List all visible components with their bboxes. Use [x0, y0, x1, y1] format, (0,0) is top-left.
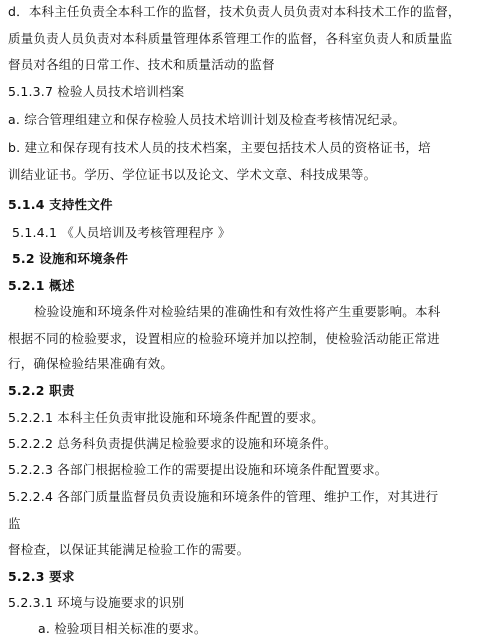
duty-5-2-2-2: 5.2.2.2 总务科负责提供满足检验要求的设施和环境条件。 [8, 436, 337, 451]
item-b-line-2: 训结业证书。学历、学位证书以及论文、学术文章、科技成果等。 [8, 167, 377, 182]
section-5-2-3-1-heading: 5.2.3.1 环境与设施要求的识别 [8, 595, 185, 610]
paragraph-d-line-1: d．本科主任负责全本科工作的监督，技术负责人员负责对本科技术工作的监督， [8, 4, 461, 19]
section-5-2-1-heading: 5.2.1 概述 [8, 278, 75, 293]
overview-line-2: 根据不同的检验要求，设置相应的检验环境并加以控制，使检验活动能正常进 [8, 331, 440, 346]
section-5-1-3-7-heading: 5.1.3.7 检验人员技术培训档案 [8, 84, 185, 99]
item-b-line-1: b. 建立和保存现有技术人员的技术档案，主要包括技术人员的资格证书，培 [8, 140, 431, 155]
section-5-2-3-heading: 5.2.3 要求 [8, 569, 75, 584]
duty-5-2-2-3: 5.2.2.3 各部门根据检验工作的需要提出设施和环境条件配置要求。 [8, 462, 388, 477]
item-a-text: a. 综合管理组建立和保存检验人员技术培训计划及检查考核情况纪录。 [8, 112, 406, 127]
paragraph-d-line-2: 质量负责人员负责对本科质量管理体系管理工作的监督，各科室负责人和质量监 [8, 31, 453, 46]
requirement-a-text: a. 检验项目相关标准的要求。 [38, 621, 207, 636]
section-5-1-4-1-text: 5.1.4.1 《人员培训及考核管理程序 》 [12, 225, 231, 240]
overview-line-3: 行，确保检验结果准确有效。 [8, 356, 174, 371]
section-5-1-4-heading: 5.1.4 支持性文件 [8, 197, 113, 212]
section-5-2-heading: 5.2 设施和环境条件 [12, 251, 129, 266]
duty-5-2-2-4-line-2: 监 [8, 516, 21, 531]
paragraph-d-line-3: 督员对各组的日常工作、技术和质量活动的监督 [8, 57, 275, 72]
duty-5-2-2-1: 5.2.2.1 本科主任负责审批设施和环境条件配置的要求。 [8, 410, 325, 425]
duty-5-2-2-4-line-3: 督检查，以保证其能满足检验工作的需要。 [8, 542, 250, 557]
overview-line-1: 检验设施和环境条件对检验结果的准确性和有效性将产生重要影响。本科 [34, 304, 441, 319]
section-5-2-2-heading: 5.2.2 职责 [8, 383, 75, 398]
duty-5-2-2-4-line-1: 5.2.2.4 各部门质量监督员负责设施和环境条件的管理、维护工作，对其进行 [8, 489, 439, 504]
